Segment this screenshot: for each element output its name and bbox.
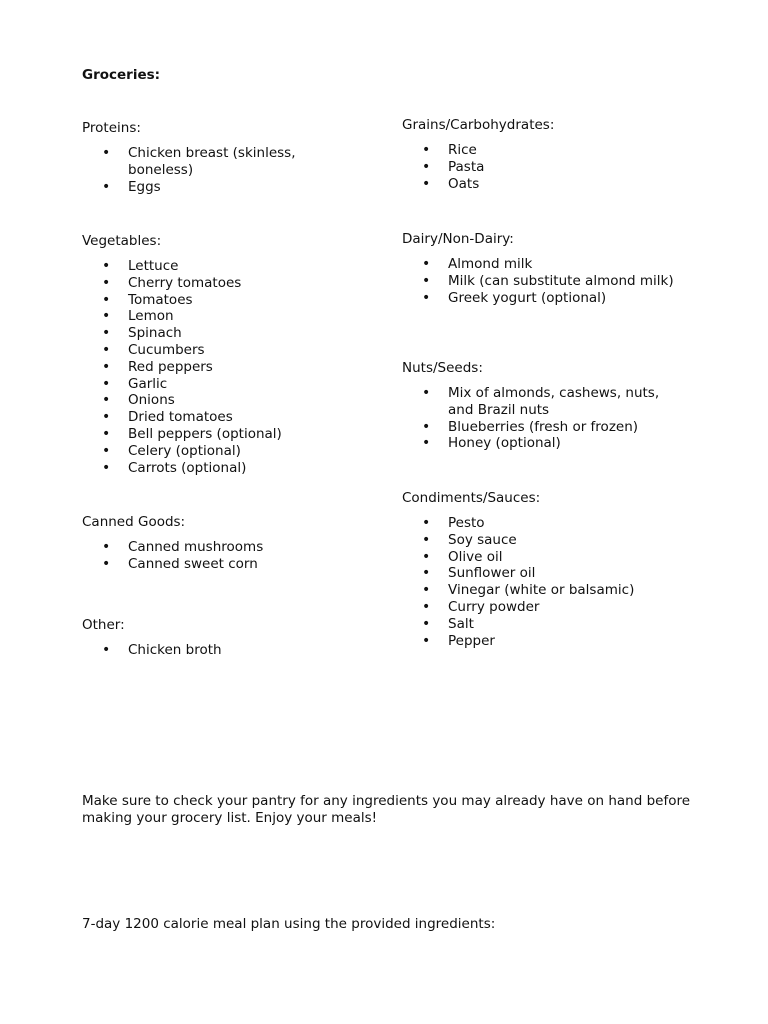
list-item: • Red peppers: [82, 359, 338, 376]
section-grains: [402, 117, 680, 192]
item-list: [82, 258, 338, 476]
list-item: • Curry powder: [402, 599, 680, 616]
list-item: • Canned sweet corn: [82, 556, 338, 573]
section-other: [82, 617, 338, 659]
item-list: [82, 145, 338, 195]
list-item: • Olive oil: [402, 549, 680, 566]
list-item: • Milk (can substitute almond milk): [402, 273, 680, 290]
list-item: • Cucumbers: [82, 342, 338, 359]
section-proteins: [82, 120, 338, 195]
list-item: • Canned mushrooms: [82, 539, 338, 556]
section-heading: Dairy/Non-Dairy:: [402, 231, 514, 247]
section-heading: Proteins:: [82, 120, 141, 136]
list-item: • Oats: [402, 176, 680, 193]
list-item: • Almond milk: [402, 256, 680, 273]
section-heading: Canned Goods:: [82, 514, 186, 530]
list-item: • Sunflower oil: [402, 565, 680, 582]
list-item: • Chicken breast (skinless, boneless): [82, 145, 338, 179]
list-item: • Dried tomatoes: [82, 409, 338, 426]
item-list: [402, 256, 680, 306]
item-list: [402, 515, 680, 649]
list-item: • Chicken broth: [82, 642, 338, 659]
document-title: Groceries:: [82, 67, 161, 83]
list-item: • Carrots (optional): [82, 460, 338, 477]
meal-plan-heading: 7-day 1200 calorie meal plan using the provided ingredients:: [82, 916, 496, 932]
list-item: • Pepper: [402, 633, 680, 650]
pantry-note: Make sure to check your pantry for any ingredients you may already have on hand before making your grocery list. Enjoy your meals!: [82, 793, 691, 826]
section-nuts-seeds: [402, 360, 680, 452]
section-heading: Grains/Carbohydrates:: [402, 117, 555, 133]
section-canned-goods: [82, 514, 338, 573]
list-item: • Onions: [82, 392, 338, 409]
item-list: [82, 539, 338, 573]
list-item: • Greek yogurt (optional): [402, 290, 680, 307]
section-heading: Vegetables:: [82, 233, 162, 249]
item-list: [402, 385, 680, 452]
list-item: • Pesto: [402, 515, 680, 532]
list-item: • Honey (optional): [402, 435, 680, 452]
list-item: • Spinach: [82, 325, 338, 342]
list-item: • Mix of almonds, cashews, nuts, and Brazil nuts: [402, 385, 680, 419]
list-item: • Soy sauce: [402, 532, 680, 549]
list-item: • Celery (optional): [82, 443, 338, 460]
list-item: • Vinegar (white or balsamic): [402, 582, 680, 599]
section-condiments: [402, 490, 680, 649]
section-heading: Nuts/Seeds:: [402, 360, 483, 376]
section-heading: Other:: [82, 617, 125, 633]
list-item: • Blueberries (fresh or frozen): [402, 419, 680, 436]
list-item: • Pasta: [402, 159, 680, 176]
list-item: • Eggs: [82, 179, 338, 196]
list-item: • Rice: [402, 142, 680, 159]
item-list: [402, 142, 680, 192]
list-item: • Lemon: [82, 308, 338, 325]
section-vegetables: [82, 233, 338, 476]
list-item: • Tomatoes: [82, 292, 338, 309]
list-item: • Bell peppers (optional): [82, 426, 338, 443]
section-dairy: [402, 231, 680, 306]
section-heading: Condiments/Sauces:: [402, 490, 541, 506]
list-item: • Salt: [402, 616, 680, 633]
list-item: • Cherry tomatoes: [82, 275, 338, 292]
list-item: • Lettuce: [82, 258, 338, 275]
list-item: • Garlic: [82, 376, 338, 393]
item-list: [82, 642, 338, 659]
